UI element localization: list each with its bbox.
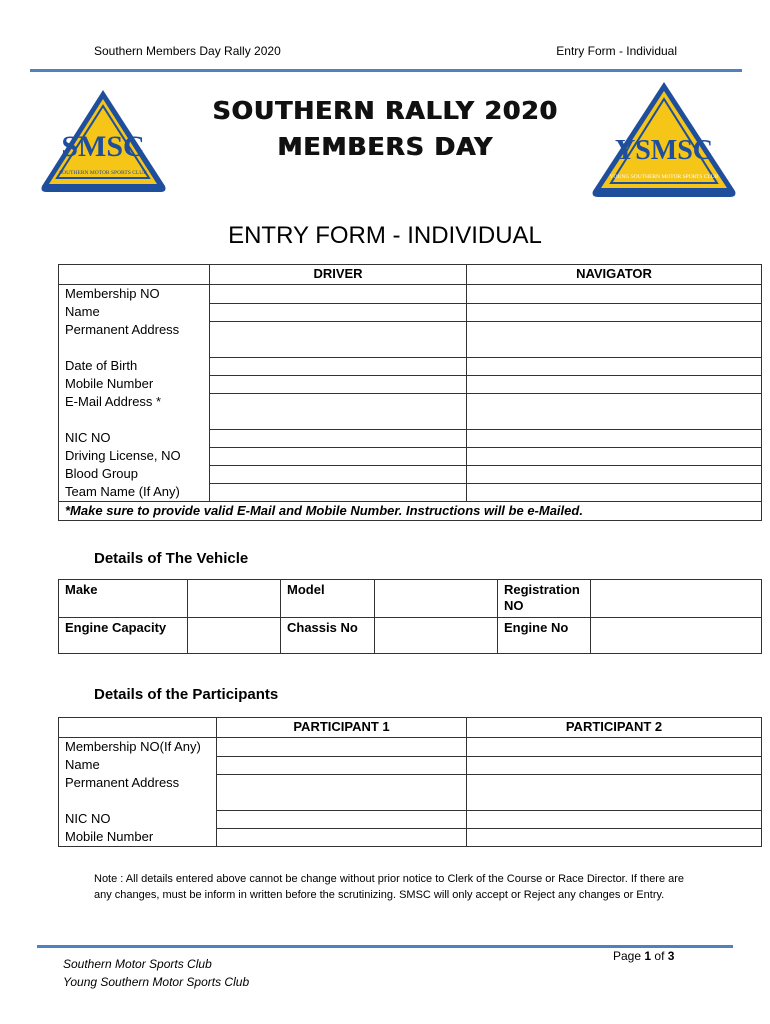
page-of-label: of — [654, 949, 665, 963]
participant-2-header: PARTICIPANT 2 — [467, 718, 762, 738]
engine-capacity-label: Engine Capacity — [59, 618, 188, 654]
driver-dob-field[interactable] — [210, 357, 467, 375]
terms-note: Note : All details entered above cannot be change without prior notice to Clerk of the Course or Race Director. If there are any changes, must be inform in written before the scrutinizing. SMSC will only accept or Reject any changes or Entry. — [94, 873, 685, 901]
vehicle-make-label: Make — [59, 580, 188, 618]
row-label-email: E-Mail Address * — [59, 393, 210, 429]
footer-org-1: Southern Motor Sports Club — [63, 957, 212, 971]
participant-2-membership-field[interactable] — [467, 738, 762, 757]
row-label-date-of-birth: Date of Birth — [59, 357, 210, 375]
smsc-logo — [37, 86, 170, 196]
participants-section-heading: Details of the Participants — [94, 686, 279, 703]
participant-2-nic-field[interactable] — [467, 810, 762, 828]
page-label: Page — [613, 949, 642, 963]
participant-2-name-field[interactable] — [467, 756, 762, 774]
navigator-team-field[interactable] — [467, 483, 762, 502]
engine-no-label: Engine No — [498, 618, 591, 654]
participants-table — [58, 717, 762, 847]
email-mobile-notice: *Make sure to provide valid E-Mail and Mobile Number. Instructions will be e-Mailed. — [59, 502, 762, 521]
engine-no-field[interactable] — [591, 618, 762, 654]
navigator-email-field[interactable] — [467, 393, 762, 429]
row-label-team-name: Team Name (If Any) — [59, 483, 210, 502]
vehicle-section-heading: Details of The Vehicle — [94, 550, 249, 567]
navigator-license-field[interactable] — [467, 447, 762, 465]
participant-1-membership-field[interactable] — [217, 738, 467, 757]
footer-organizations — [63, 955, 249, 991]
participant-1-nic-field[interactable] — [217, 810, 467, 828]
row-label-name: Name — [59, 303, 210, 321]
chassis-no-field[interactable] — [375, 618, 498, 654]
smsc-logo-text: SMSC — [61, 130, 145, 163]
table-corner — [59, 265, 210, 285]
row-label-participant-name: Name — [59, 756, 217, 774]
rally-title — [160, 93, 610, 165]
row-label-permanent-address: Permanent Address — [59, 321, 210, 357]
driver-mobile-field[interactable] — [210, 375, 467, 393]
participant-1-name-field[interactable] — [217, 756, 467, 774]
driver-navigator-table — [58, 264, 762, 521]
participant-2-address-field[interactable] — [467, 774, 762, 810]
rally-title-line2: MEMBERS DAY — [277, 132, 493, 161]
driver-membership-no-field[interactable] — [210, 285, 467, 304]
footer-org-2: Young Southern Motor Sports Club — [63, 975, 250, 989]
vehicle-model-label: Model — [281, 580, 375, 618]
navigator-name-field[interactable] — [467, 303, 762, 321]
header-divider — [30, 69, 742, 72]
row-label-nic-no: NIC NO — [59, 429, 210, 447]
row-label-participant-address: Permanent Address — [59, 774, 217, 810]
driver-team-field[interactable] — [210, 483, 467, 502]
smsc-logo-caption: SOUTHERN MOTOR SPORTS CLUB — [59, 170, 147, 176]
vehicle-make-field[interactable] — [188, 580, 281, 618]
page-current: 1 — [644, 949, 652, 963]
driver-address-field[interactable] — [210, 321, 467, 357]
row-label-blood-group: Blood Group — [59, 465, 210, 483]
navigator-column-header: NAVIGATOR — [467, 265, 762, 285]
chassis-no-label: Chassis No — [281, 618, 375, 654]
row-label-mobile-number: Mobile Number — [59, 375, 210, 393]
navigator-dob-field[interactable] — [467, 357, 762, 375]
footer-divider — [37, 945, 733, 948]
form-heading: ENTRY FORM - INDIVIDUAL — [228, 222, 542, 249]
navigator-mobile-field[interactable] — [467, 375, 762, 393]
vehicle-table — [58, 579, 762, 654]
vehicle-model-field[interactable] — [375, 580, 498, 618]
navigator-blood-group-field[interactable] — [467, 465, 762, 483]
row-label-participant-mobile: Mobile Number — [59, 828, 217, 847]
page-total: 3 — [667, 949, 675, 963]
driver-blood-group-field[interactable] — [210, 465, 467, 483]
participant-1-address-field[interactable] — [217, 774, 467, 810]
ysmsc-logo — [589, 79, 739, 199]
driver-license-field[interactable] — [210, 447, 467, 465]
row-label-membership-no: Membership NO — [59, 285, 210, 304]
row-label-participant-nic: NIC NO — [59, 810, 217, 828]
engine-capacity-field[interactable] — [188, 618, 281, 654]
participant-1-mobile-field[interactable] — [217, 828, 467, 847]
driver-email-field[interactable] — [210, 393, 467, 429]
driver-name-field[interactable] — [210, 303, 467, 321]
navigator-membership-no-field[interactable] — [467, 285, 762, 304]
vehicle-registration-label: Registration NO — [498, 580, 591, 618]
row-label-driving-license: Driving License, NO — [59, 447, 210, 465]
ysmsc-logo-caption: YOUNG SOUTHERN MOTOR SPORTS CLUB — [609, 174, 719, 180]
header-left: Southern Members Day Rally 2020 — [94, 44, 281, 58]
navigator-address-field[interactable] — [467, 321, 762, 357]
vehicle-registration-field[interactable] — [591, 580, 762, 618]
navigator-nic-field[interactable] — [467, 429, 762, 447]
participants-table-corner — [59, 718, 217, 738]
driver-nic-field[interactable] — [210, 429, 467, 447]
header-right: Entry Form - Individual — [556, 44, 677, 58]
page-number — [613, 949, 674, 963]
rally-title-line1: SOUTHERN RALLY 2020 — [212, 96, 558, 125]
participant-2-mobile-field[interactable] — [467, 828, 762, 847]
participant-1-header: PARTICIPANT 1 — [217, 718, 467, 738]
row-label-participant-membership: Membership NO(If Any) — [59, 738, 217, 757]
ysmsc-logo-text: YSMSC — [614, 135, 714, 166]
driver-column-header: DRIVER — [210, 265, 467, 285]
